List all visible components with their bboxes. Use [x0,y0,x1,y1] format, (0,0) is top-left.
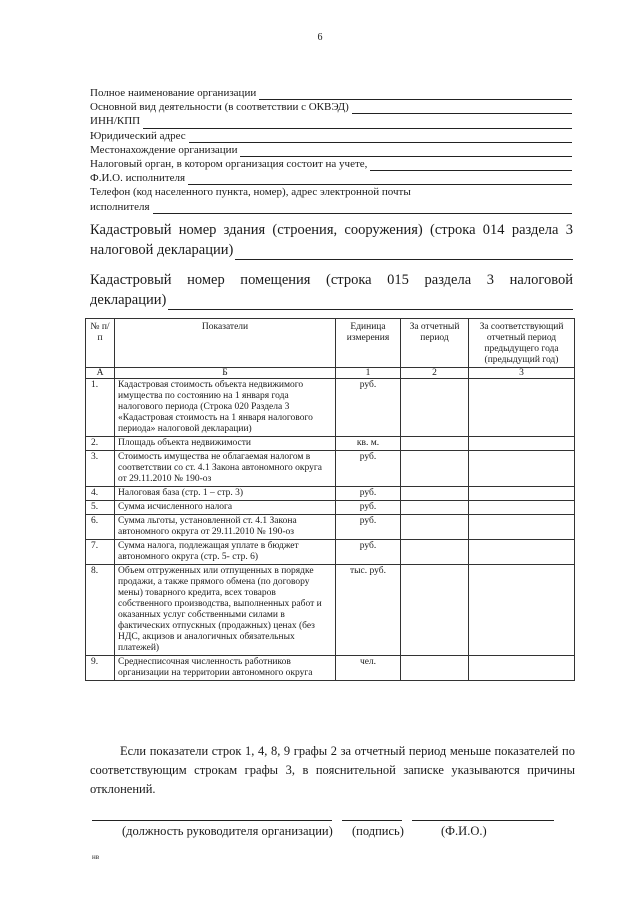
page-number: 6 [317,32,323,43]
table-letter-row: А Б 1 2 3 [86,368,575,379]
position-caption: (должность руководителя организации) [122,824,333,838]
row-number: 5. [86,501,115,515]
field-executor-name: Ф.И.О. исполнителя [90,171,572,185]
col-header-num: № п/п [86,319,115,368]
field-phone-executor: исполнителя [90,200,572,214]
field-phone: Телефон (код населенного пункта, номер), адрес электронной почты [90,186,411,199]
table-row [86,379,575,437]
cadastral-building-number: Кадастровый номер здания (строения, сооружения) (строка 014 раздела 3 налоговой декларации) [90,222,573,258]
row-current-value[interactable] [401,487,469,501]
name-caption: (Ф.И.О.) [441,824,487,838]
name-signature-line[interactable] [412,820,554,821]
row-indicator: Налоговая база (стр. 1 – стр. 3) [115,487,336,501]
row-indicator: Кадастровая стоимость объекта недвижимого имущества по состоянию на 1 января года налогового периода (Строка 020 Раздела 3 «Кадастровая стоимость на 1 января налогового периода» налоговой декларации) [115,379,336,437]
table-row [86,501,575,515]
row-unit: чел. [336,656,401,681]
table-row [86,451,575,487]
row-indicator: Среднесписочная численность работников организации на территории автономного округа [115,656,336,681]
row-indicator: Сумма налога, подлежащая уплате в бюджет автономного округа (стр. 5- стр. 6) [115,540,336,565]
signature-caption: (подпись) [352,824,404,838]
organization-fields [90,86,572,214]
col-header-unit: Единица измерения [336,319,401,368]
field-inn-kpp: ИНН/КПП [90,114,572,128]
row-indicator: Сумма льготы, установленной ст. 4.1 Закона автономного округа от 29.11.2010 № 190-оз [115,515,336,540]
row-previous-value[interactable] [469,565,575,656]
signature-line[interactable] [342,820,402,821]
table-row [86,437,575,451]
col-header-current: За отчетный период [401,319,469,368]
fill-line[interactable] [352,102,572,114]
row-indicator: Стоимость имущества не облагаемая налогом в соответствии со ст. 4.1 Закона автономного округа от 29.11.2010 № 190-оз [115,451,336,487]
row-previous-value[interactable] [469,379,575,437]
col-header-previous: За соответствующий отчетный период предыдущего года (предыдущий год) [469,319,575,368]
indicators-table [85,318,575,681]
row-number: 4. [86,487,115,501]
row-indicator: Объем отгруженных или отпущенных в порядке продажи, а также прямого обмена (по договору мены) товарного кредита, всех товаров собственного производства, выполненных работ и оказанных услуг собственными силами в фактических отпускных (продажных) ценах (без НДС, акцизов и аналогичных обязательных платежей) [115,565,336,656]
table-row [86,487,575,501]
row-unit: руб. [336,515,401,540]
row-number: 8. [86,565,115,656]
table-header-row [86,319,575,368]
fill-line[interactable] [240,145,572,157]
row-previous-value[interactable] [469,437,575,451]
row-previous-value[interactable] [469,515,575,540]
row-unit: руб. [336,487,401,501]
table-row [86,565,575,656]
row-number: 3. [86,451,115,487]
row-current-value[interactable] [401,565,469,656]
row-number: 6. [86,515,115,540]
fill-line[interactable] [143,117,572,129]
table-row [86,515,575,540]
fill-line[interactable] [235,243,573,260]
row-number: 7. [86,540,115,565]
row-unit: тыс. руб. [336,565,401,656]
row-previous-value[interactable] [469,451,575,487]
field-tax-office: Налоговый орган, в котором организация состоит на учете, [90,157,572,171]
row-current-value[interactable] [401,656,469,681]
field-full-name: Полное наименование организации [90,86,572,100]
field-activity: Основной вид деятельности (в соответствии с ОКВЭД) [90,100,572,114]
row-previous-value[interactable] [469,501,575,515]
fill-line[interactable] [188,173,572,185]
field-legal-address: Юридический адрес [90,129,572,143]
row-number: 2. [86,437,115,451]
fill-line[interactable] [153,202,572,214]
row-indicator: Площадь объекта недвижимости [115,437,336,451]
cadastral-room-number: Кадастровый номер помещения (строка 015 раздела 3 налоговой декларации) [90,272,573,308]
row-unit: руб. [336,501,401,515]
row-current-value[interactable] [401,379,469,437]
row-number: 1. [86,379,115,437]
fill-line[interactable] [370,159,572,171]
deviation-note: Если показатели строк 1, 4, 8, 9 графы 2 за отчетный период меньше показателей по соответствующим строкам графы 3, в пояснительной записке указываются причины отклонений. [90,744,575,796]
field-location: Местонахождение организации [90,143,572,157]
footer-mark: нв [92,853,100,861]
position-signature-line[interactable] [92,820,332,821]
fill-line[interactable] [168,293,573,310]
row-current-value[interactable] [401,540,469,565]
row-indicator: Сумма исчисленного налога [115,501,336,515]
row-current-value[interactable] [401,451,469,487]
fill-line[interactable] [259,88,572,100]
row-previous-value[interactable] [469,487,575,501]
row-number: 9. [86,656,115,681]
fill-line[interactable] [189,131,572,143]
row-previous-value[interactable] [469,540,575,565]
row-current-value[interactable] [401,437,469,451]
col-header-indicator: Показатели [115,319,336,368]
row-unit: руб. [336,379,401,437]
table-row [86,540,575,565]
row-unit: руб. [336,540,401,565]
row-unit: кв. м. [336,437,401,451]
row-unit: руб. [336,451,401,487]
row-current-value[interactable] [401,515,469,540]
row-current-value[interactable] [401,501,469,515]
row-previous-value[interactable] [469,656,575,681]
table-row [86,656,575,681]
